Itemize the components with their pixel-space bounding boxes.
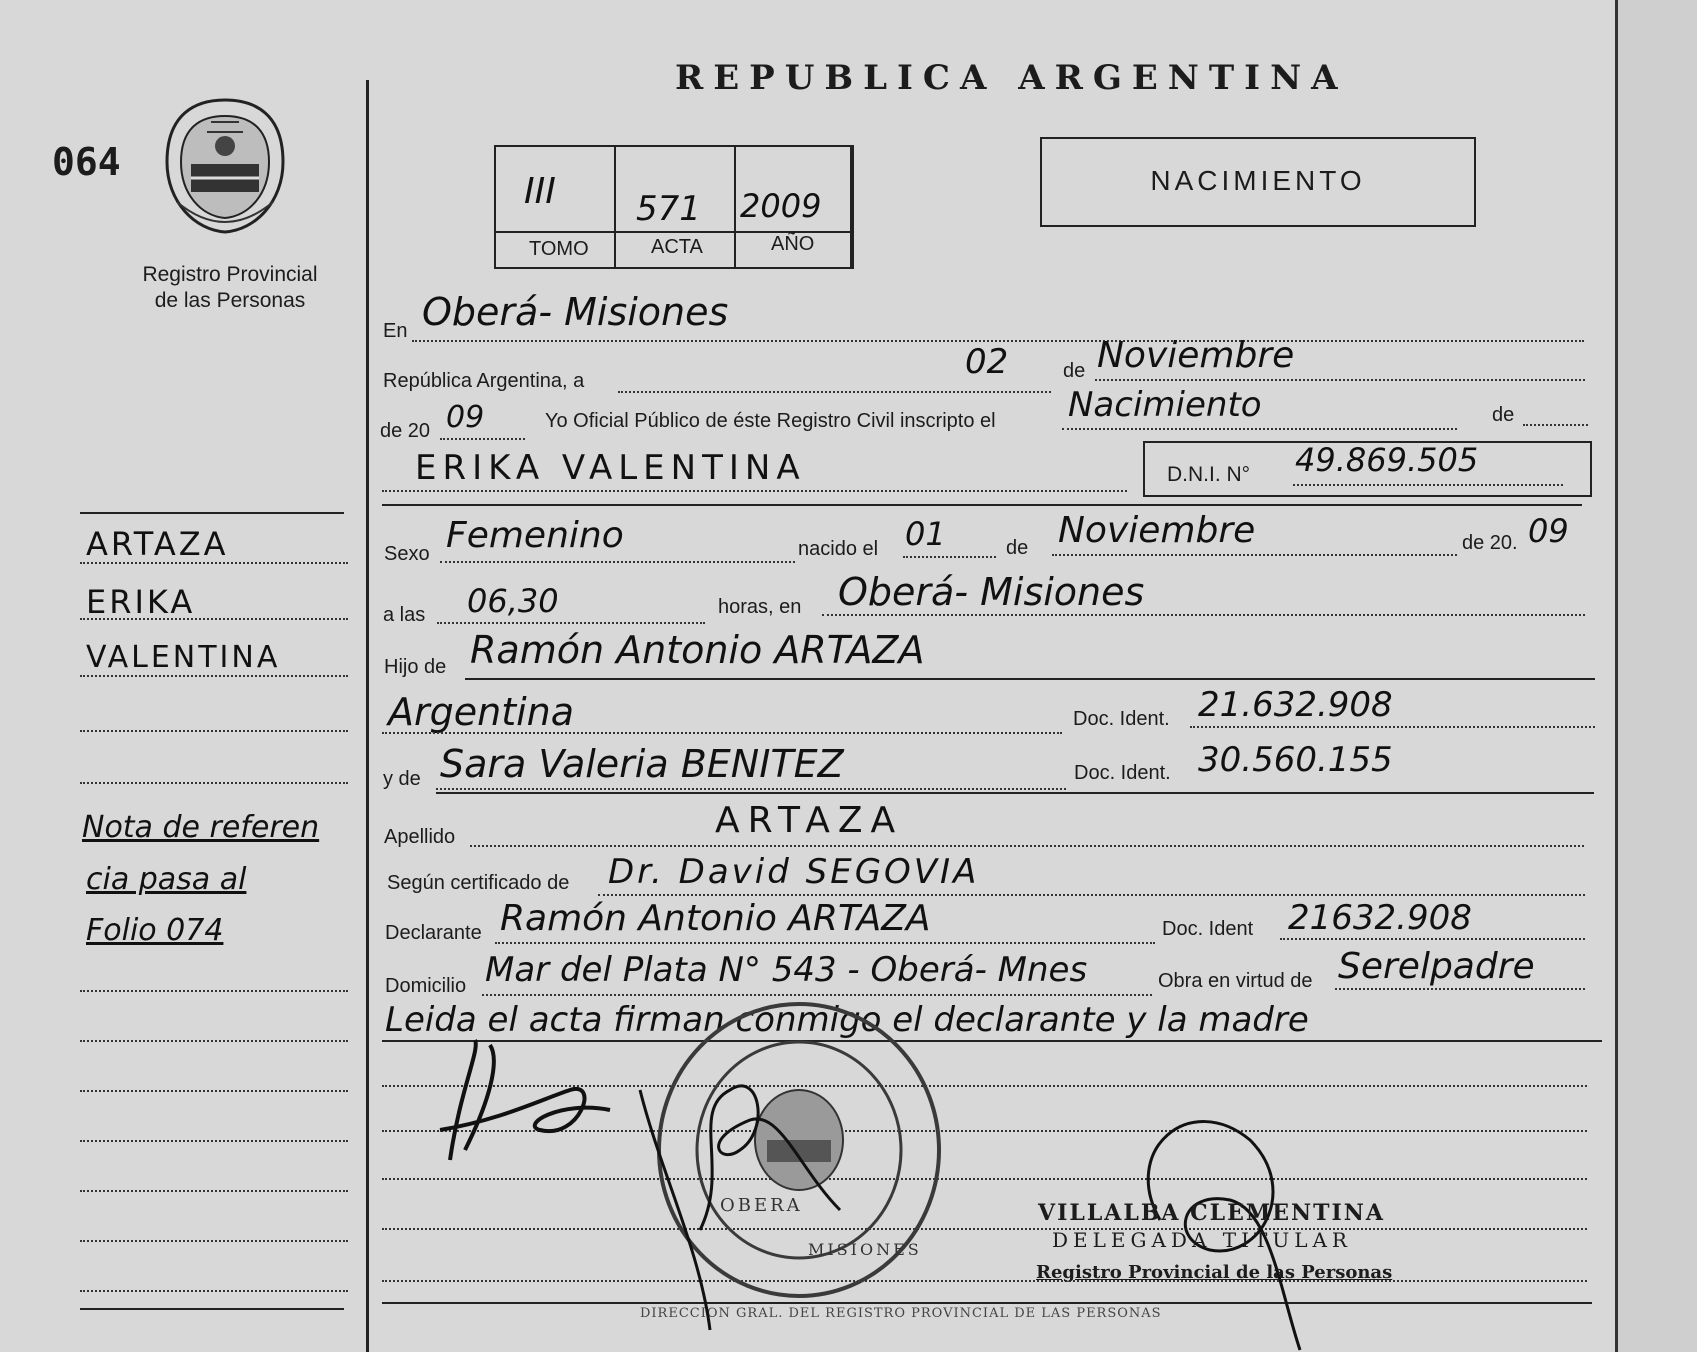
- declarante-line: [495, 942, 1155, 944]
- doc3-value: 21632.908: [1288, 898, 1472, 938]
- anio-value: 2009: [740, 187, 822, 225]
- nacido-label: nacido el: [798, 538, 879, 560]
- nacido-year: 09: [1528, 512, 1569, 550]
- margin-line-3: [80, 675, 348, 677]
- acta-label: ACTA: [651, 236, 703, 258]
- doc1-value: 21.632.908: [1198, 685, 1393, 725]
- dni-box: [1143, 441, 1592, 497]
- provincial-emblem-icon: [155, 92, 295, 240]
- dni-value: 49.869.505: [1295, 441, 1479, 479]
- doc1-line: [1190, 726, 1595, 728]
- domicilio-line: [482, 994, 1152, 996]
- record-type: NACIMIENTO: [1150, 165, 1366, 196]
- org-line-1: Registro Provincial: [142, 263, 318, 286]
- alas-label: a las: [383, 604, 426, 626]
- de-label: de: [1063, 360, 1086, 382]
- record-type-box: [1040, 137, 1476, 227]
- declarante-value: Ramón Antonio ARTAZA: [500, 898, 931, 939]
- margin-line-6: [80, 990, 348, 992]
- margin-line-5: [80, 782, 348, 784]
- month-line: [1095, 379, 1585, 381]
- doc1-label: Doc. Ident.: [1073, 708, 1170, 730]
- nacido-month-line: [1052, 554, 1457, 556]
- margin-surname: ARTAZA: [86, 525, 229, 563]
- margin-line-1: [80, 562, 348, 564]
- day-line: [618, 391, 1051, 393]
- signature-line-5: [382, 1280, 1587, 1282]
- margin-line-11: [80, 1240, 348, 1242]
- acta-value: 571: [636, 189, 701, 229]
- margin-line-7: [80, 1040, 348, 1042]
- doc2-value: 30.560.155: [1198, 740, 1393, 780]
- de-line-2: [1523, 424, 1588, 426]
- mother-signature-icon: [630, 1050, 850, 1340]
- yde-label: y de: [383, 768, 421, 790]
- month-value: Noviembre: [1097, 335, 1295, 376]
- margin-line-2: [80, 618, 348, 620]
- margin-first-name: ERIKA: [86, 583, 196, 621]
- doc3-line: [1280, 938, 1585, 940]
- lugar-value: Oberá- Misiones: [838, 570, 1145, 614]
- margin-note-3: Folio 074: [86, 913, 224, 948]
- sexo-label: Sexo: [384, 543, 430, 565]
- year-prefix-2: de 20.: [1462, 532, 1518, 554]
- official-office: Registro Provincial de las Personas: [1036, 1262, 1393, 1283]
- en-value: Oberá- Misiones: [422, 290, 729, 334]
- de-label-3: de: [1006, 537, 1029, 559]
- margin-rule-bottom: [80, 1308, 344, 1310]
- leida-statement: Leida el acta firman conmigo el declarante y la madre: [385, 1000, 1309, 1040]
- seal-ring-text: DIRECCION GRAL. DEL REGISTRO PROVINCIAL DE LAS PERSONAS: [640, 1306, 1162, 1321]
- madre-value: Sara Valeria BENITEZ: [440, 742, 844, 786]
- apellido-line: [470, 845, 1584, 847]
- obra-line: [1335, 988, 1585, 990]
- year-suffix: 09: [446, 400, 485, 435]
- issuing-office: [100, 262, 360, 314]
- seal-province: MISIONES: [808, 1240, 922, 1259]
- inscripto-line: [1062, 428, 1457, 430]
- dni-line: [1293, 484, 1563, 486]
- hijo-label: Hijo de: [384, 656, 447, 678]
- day-value: 02: [965, 342, 1009, 382]
- dni-label: D.N.I. N°: [1167, 463, 1251, 486]
- apellido-value: ARTAZA: [715, 800, 904, 841]
- padre-line: [465, 678, 1595, 680]
- margin-line-9: [80, 1140, 348, 1142]
- domicilio-value: Mar del Plata N° 543 - Oberá- Mnes: [485, 950, 1088, 990]
- tomo-value: III: [524, 171, 556, 212]
- child-name-line: [382, 490, 1127, 492]
- registry-box: [494, 145, 854, 269]
- hora-value: 06,30: [467, 582, 559, 620]
- anio-label: AÑO: [771, 233, 815, 255]
- lugar-line: [822, 614, 1585, 616]
- en-label: En: [383, 320, 408, 342]
- margin-note-2: cia pasa al: [86, 862, 247, 897]
- padre-value: Ramón Antonio ARTAZA: [470, 628, 925, 672]
- de-label-2: de: [1492, 404, 1515, 426]
- nacido-day-line: [903, 556, 996, 558]
- certificado-value: Dr. David SEGOVIA: [608, 852, 980, 892]
- official-role: DELEGADA TITULAR: [1052, 1228, 1352, 1252]
- tomo-label: TOMO: [529, 238, 589, 260]
- margin-line-8: [80, 1090, 348, 1092]
- horas-label: horas, en: [718, 596, 802, 618]
- hora-line: [437, 622, 705, 624]
- declarant-signature-icon: [420, 1030, 620, 1180]
- domicilio-label: Domicilio: [385, 975, 467, 997]
- nacido-month: Noviembre: [1058, 510, 1256, 551]
- sexo-value: Femenino: [446, 515, 624, 556]
- margin-note-1: Nota de referen: [82, 810, 320, 845]
- margin-line-12: [80, 1290, 348, 1292]
- margin-rule-top: [80, 512, 344, 514]
- margin-line-4: [80, 730, 348, 732]
- section-rule-2: [436, 792, 1594, 794]
- padre-nacionalidad: Argentina: [388, 690, 575, 734]
- margin-line-10: [80, 1190, 348, 1192]
- seal-city: OBERA: [720, 1195, 803, 1216]
- org-line-2: de las Personas: [154, 289, 306, 312]
- certificado-line: [598, 894, 1585, 896]
- margin-second-name: VALENTINA: [86, 640, 281, 675]
- signature-line-4: [382, 1228, 1587, 1230]
- declarante-label: Declarante: [385, 922, 482, 944]
- section-rule-1: [382, 504, 1582, 506]
- nacionalidad-line: [382, 732, 1062, 734]
- segun-label: Según certificado de: [387, 872, 570, 894]
- apellido-label: Apellido: [384, 826, 456, 848]
- obra-value: Serelpadre: [1338, 946, 1535, 987]
- nacido-day: 01: [905, 515, 946, 553]
- madre-line: [436, 788, 1066, 790]
- official-name: VILLALBA CLEMENTINA: [1038, 1200, 1385, 1226]
- folio-number: 064: [52, 140, 121, 184]
- margin-divider: [366, 80, 369, 1352]
- year-line: [440, 438, 525, 440]
- doc3-label: Doc. Ident: [1162, 918, 1254, 940]
- year-prefix: de 20: [380, 420, 431, 442]
- inscripto-value: Nacimiento: [1068, 385, 1262, 425]
- republica-label: República Argentina, a: [383, 370, 585, 392]
- obra-label: Obra en virtud de: [1158, 970, 1313, 992]
- doc2-label: Doc. Ident.: [1074, 762, 1171, 784]
- section-rule-3: [382, 1302, 1592, 1304]
- oficial-label: Yo Oficial Público de éste Registro Civil inscripto el: [545, 410, 996, 432]
- child-name: ERIKA VALENTINA: [415, 448, 806, 488]
- sexo-line: [440, 561, 795, 563]
- document-title: REPUBLICA ARGENTINA: [675, 58, 1348, 98]
